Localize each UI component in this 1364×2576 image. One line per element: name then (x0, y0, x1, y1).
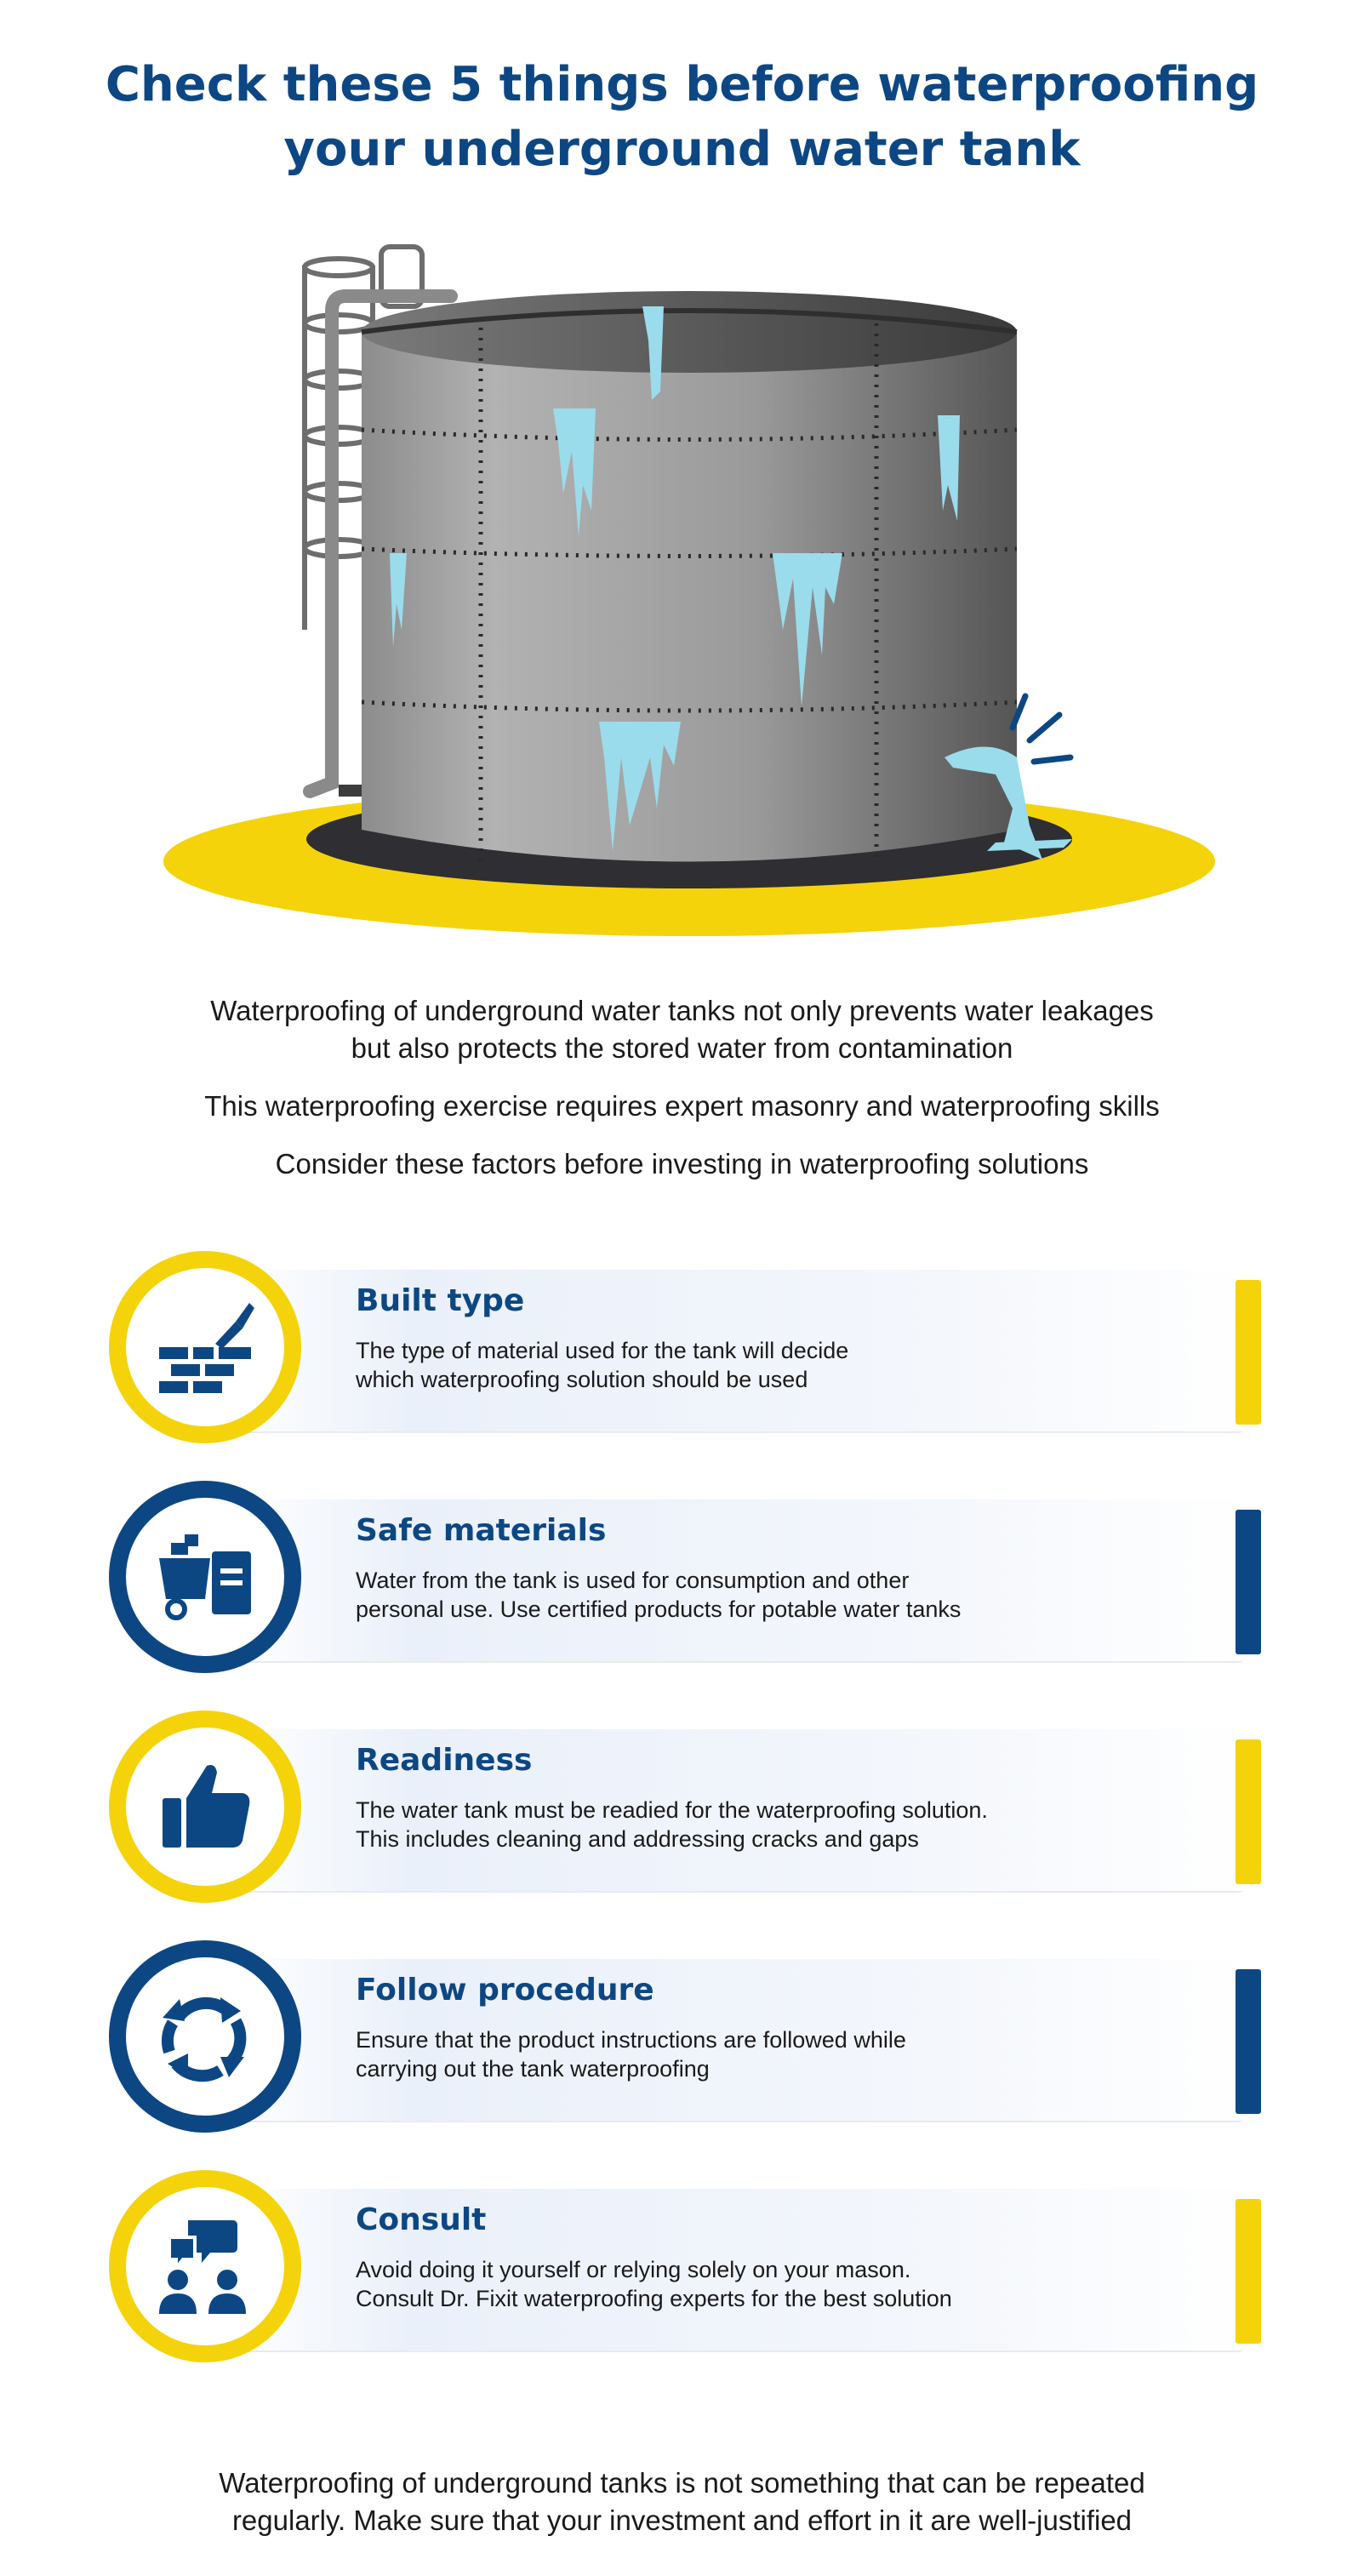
leaking-water-tank-illustration (153, 230, 1225, 953)
card-description: The type of material used for the tank will decide which waterproofing solution should be used (356, 1338, 849, 1392)
closing-paragraph: Waterproofing of underground tanks is not something that can be repeated regularly. Make sure that your investment and effort in it are well-justified (219, 2467, 1145, 2536)
intro-paragraph-2: This waterproofing exercise requires expert masonry and waterproofing skills (204, 1090, 1160, 1122)
factor-card-readiness (109, 1711, 1275, 1906)
burst-lines-icon (1013, 696, 1070, 762)
card-title: Built type (356, 1283, 525, 1318)
card-accent-bar (1236, 1739, 1261, 1884)
intro-paragraph-1: Waterproofing of underground water tanks not only prevents water leakages but also protects the stored water from contamination (210, 995, 1154, 1064)
card-description: Avoid doing it yourself or relying solely on your mason. Consult Dr. Fixit waterproofing experts for the best solution (356, 2257, 952, 2311)
card-icon-ring (109, 1481, 301, 1673)
factor-card-follow-procedure (109, 1940, 1275, 2136)
card-description: Water from the tank is used for consumption and other personal use. Use certified products for potable water tanks (356, 1568, 962, 1622)
factor-card-consult (109, 2170, 1275, 2366)
title-line-2: your underground water tank (283, 122, 1081, 177)
card-description: The water tank must be readied for the waterproofing solution. This includes cleaning and addressing cracks and gaps (356, 1797, 988, 1852)
card-icon-ring (109, 1251, 301, 1443)
card-icon-ring (109, 2170, 301, 2362)
card-title: Safe materials (356, 1513, 607, 1548)
tank-lid (362, 291, 1017, 373)
card-title: Consult (356, 2202, 487, 2237)
tank-body (362, 332, 1017, 862)
consult-people-icon (154, 2215, 256, 2317)
card-accent-bar (1236, 1280, 1261, 1425)
card-title: Follow procedure (356, 1973, 654, 2008)
card-description: Ensure that the product instructions are followed while carrying out the tank waterproofing (356, 2027, 906, 2082)
card-icon-ring (109, 1711, 301, 1903)
card-title: Readiness (356, 1743, 533, 1778)
factor-card-built-type (109, 1251, 1275, 1447)
intro-paragraph-3: Consider these factors before investing in waterproofing solutions (275, 1148, 1089, 1179)
factor-card-safe-materials (109, 1481, 1275, 1676)
thumbs-up-icon (154, 1756, 256, 1858)
cycle-arrows-icon (154, 1985, 256, 2088)
materials-cart-icon (154, 1526, 256, 1628)
title-line-1: Check these 5 things before waterproofing (105, 57, 1259, 112)
card-accent-bar (1236, 1510, 1261, 1654)
brick-trowel-icon (154, 1296, 256, 1398)
card-accent-bar (1236, 2199, 1261, 2344)
card-icon-ring (109, 1940, 301, 2133)
card-accent-bar (1236, 1969, 1261, 2114)
page-title (0, 53, 1364, 182)
